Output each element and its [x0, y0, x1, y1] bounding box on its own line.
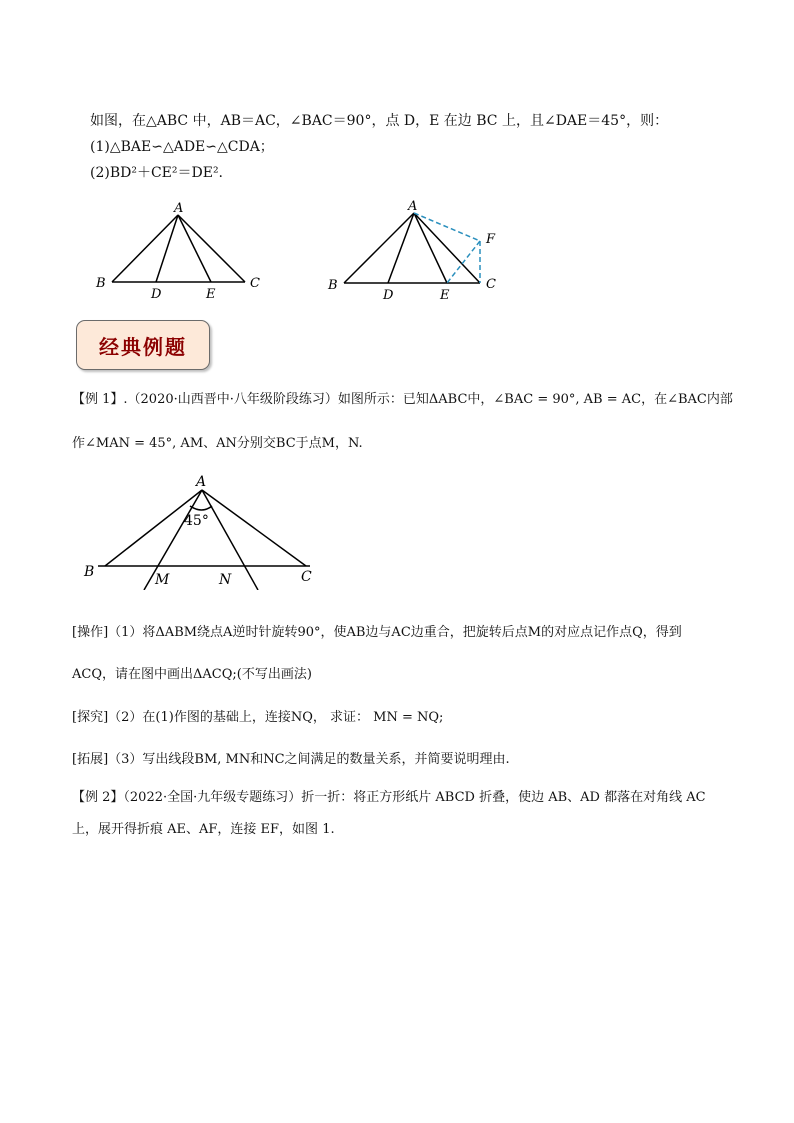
label-c: C	[301, 569, 312, 585]
example-1-line-2: 作∠MAN = 45°, AM、AN分别交BC于点M，N.	[72, 436, 363, 451]
label-a: A	[196, 474, 207, 490]
triangle-figure-1	[90, 195, 270, 305]
angle-arc	[190, 506, 212, 510]
label-b: B	[96, 276, 106, 291]
segment-ae	[178, 215, 211, 282]
segment-ad	[388, 213, 414, 283]
label-f: F	[486, 232, 496, 247]
segment-ac	[178, 215, 245, 282]
segment-af-dashed	[414, 213, 480, 241]
task-expand: [拓展]（3）写出线段BM, MN和NC之间满足的数量关系，并简要说明理由.	[72, 752, 510, 767]
task-operate: [操作]（1）将ΔABM绕点A逆时针旋转90°，使AB边与AC边重合，把旋转后点M的对应点记作点Q，得到	[72, 625, 682, 640]
banner-title: 经典例题	[99, 334, 187, 359]
segment-ae	[414, 213, 447, 283]
label-d: D	[151, 287, 162, 302]
example-1-line-1: 【例 1】.（2020·山西晋中·八年级阶段练习）如图所示：已知ΔABC中，∠BAC = 90°, AB = AC，在∠BAC内部	[72, 392, 733, 407]
label-m: M	[155, 572, 170, 588]
example-2-line-1: 【例 2】（2022·全国·九年级专题练习）折一折：将正方形纸片 ABCD 折叠，使边 AB、AD 都落在对角线 AC	[72, 790, 706, 805]
example-2-line-2: 上，展开得折痕 AE、AF，连接 EF，如图 1.	[72, 822, 335, 837]
segment-ab	[344, 213, 414, 283]
label-a: A	[408, 199, 418, 214]
triangle-figure-3	[78, 470, 328, 590]
label-n: N	[219, 572, 232, 588]
label-b: B	[328, 278, 338, 293]
label-b: B	[84, 564, 95, 580]
intro-line-3: (2)BD²＋CE²＝DE².	[90, 165, 224, 181]
segment-ac	[202, 490, 306, 566]
label-c: C	[486, 277, 496, 292]
intro-line-2: (1)△BAE∽△ADE∽△CDA；	[90, 139, 274, 155]
segment-am	[144, 490, 202, 590]
label-c: C	[250, 276, 260, 291]
task-explore: [探究]（2）在(1)作图的基础上，连接NQ， 求证： MN = NQ;	[72, 710, 444, 725]
task-operate-continued: ACQ，请在图中画出ΔACQ;(不写出画法)	[72, 667, 312, 682]
segment-ad	[156, 215, 178, 282]
angle-label: 45°	[184, 513, 209, 529]
section-banner	[76, 320, 210, 370]
label-a: A	[174, 201, 184, 216]
label-e: E	[440, 288, 450, 303]
segment-ac	[414, 213, 480, 283]
segment-ab	[112, 215, 178, 282]
intro-line-1: 如图，在△ABC 中，AB＝AC，∠BAC＝90°，点 D，E 在边 BC 上，且∠DAE＝45°，则：	[90, 113, 669, 129]
label-e: E	[206, 287, 216, 302]
triangle-figure-2	[322, 195, 512, 305]
label-d: D	[383, 288, 394, 303]
